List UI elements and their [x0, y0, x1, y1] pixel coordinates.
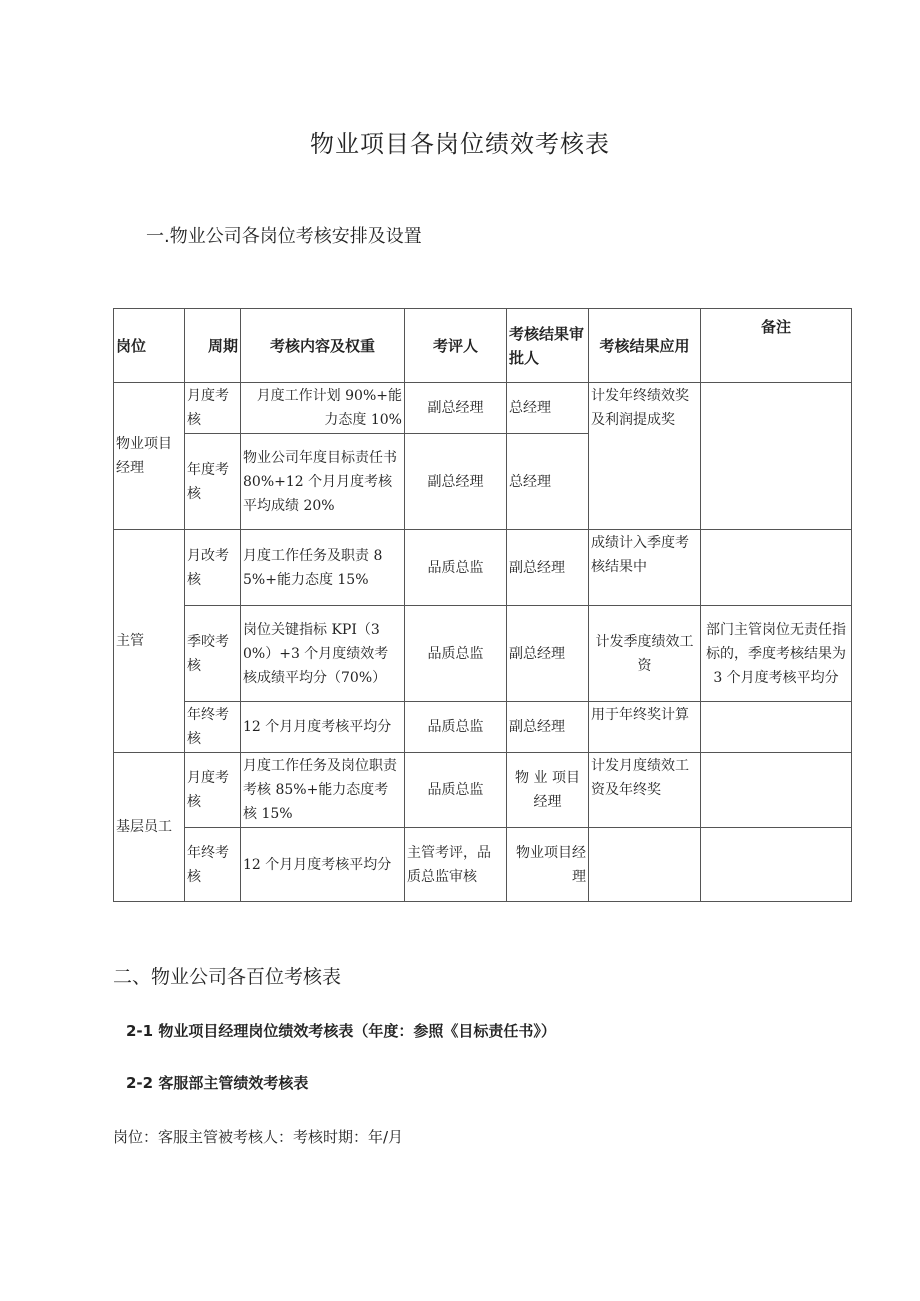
- table-cell: 月度考核: [185, 753, 241, 828]
- section-heading-2: 二、物业公司各百位考核表: [113, 966, 342, 988]
- header-cell: 考核结果审批人: [507, 309, 589, 383]
- table-cell: 副总经理: [507, 702, 589, 753]
- table-cell: 月度工作任务及岗位职责考核 85%+能力态度考核 15%: [241, 753, 405, 828]
- table-row: [114, 383, 852, 434]
- table-cell: [701, 828, 852, 902]
- table-cell: 成绩计入季度考核结果中: [589, 530, 701, 606]
- table-cell: [701, 702, 852, 753]
- table-cell: 基层员工: [114, 753, 185, 902]
- table-cell: 季咬考核: [185, 606, 241, 702]
- table-cell: 部门主管岗位无责任指标的，季度考核结果为 3 个月度考核平均分: [701, 606, 852, 702]
- table-cell: 计发季度绩效工资: [589, 606, 701, 702]
- table-cell: 品质总监: [405, 530, 507, 606]
- table-cell: 12 个月月度考核平均分: [241, 828, 405, 902]
- table-cell: 岗位关键指标 KPI（30%）+3 个月度绩效考核成绩平均分（70%）: [241, 606, 405, 702]
- table-cell: 副总经理: [405, 434, 507, 530]
- header-cell: 考核结果应用: [589, 309, 701, 383]
- table-cell: 物 业 项目经理: [507, 753, 589, 828]
- table-cell: 副总经理: [507, 606, 589, 702]
- table-cell: 计发年终绩效奖及利润提成奖: [589, 383, 701, 530]
- table-cell: 主管: [114, 530, 185, 753]
- table-row: [114, 530, 852, 606]
- page-title: 物业项目各岗位绩效考核表: [310, 130, 610, 158]
- table-cell: 月度工作计划 90%+能力态度 10%: [241, 383, 405, 434]
- table-cell: 年终考核: [185, 702, 241, 753]
- table-cell: 年度考核: [185, 434, 241, 530]
- subsection-heading-2-1: 2-1 物业项目经理岗位绩效考核表（年度：参照《目标责任书》）: [126, 1022, 556, 1040]
- header-cell: 岗位: [114, 309, 185, 383]
- table-cell: 年终考核: [185, 828, 241, 902]
- header-cell: 考核内容及权重: [241, 309, 405, 383]
- section-heading-1: 一.物业公司各岗位考核安排及设置: [146, 226, 422, 247]
- table-cell: 物业项目经理: [114, 383, 185, 530]
- table-cell: [589, 828, 701, 902]
- table-cell: [701, 530, 852, 606]
- subsection-heading-2-2: 2-2 客服部主管绩效考核表: [126, 1074, 309, 1092]
- assessment-table: [113, 308, 852, 902]
- table-row: [114, 828, 852, 902]
- table-row: [114, 702, 852, 753]
- table-cell: 主管考评，品质总监审核: [405, 828, 507, 902]
- table-cell: 月度工作任务及职责 85%+能力态度 15%: [241, 530, 405, 606]
- table-cell: 用于年终奖计算: [589, 702, 701, 753]
- table-header-row: [114, 309, 852, 383]
- table-cell: 副总经理: [405, 383, 507, 434]
- table-cell: 总经理: [507, 383, 589, 434]
- table-cell: 月改考核: [185, 530, 241, 606]
- table-cell: [701, 383, 852, 530]
- table-cell: 月度考核: [185, 383, 241, 434]
- table-cell: 品质总监: [405, 606, 507, 702]
- header-cell: 备注: [701, 309, 852, 383]
- table-cell: 品质总监: [405, 702, 507, 753]
- header-cell: 周期: [185, 309, 241, 383]
- assessment-table-container: [113, 308, 852, 902]
- table-cell: [701, 753, 852, 828]
- header-cell: 考评人: [405, 309, 507, 383]
- form-meta-line: 岗位：客服主管被考核人：考核时期：年/月: [113, 1128, 404, 1146]
- table-cell: 物业公司年度目标责任书 80%+12 个月月度考核平均成绩 20%: [241, 434, 405, 530]
- table-row: [114, 753, 852, 828]
- table-cell: 副总经理: [507, 530, 589, 606]
- table-cell: 总经理: [507, 434, 589, 530]
- table-cell: 12 个月月度考核平均分: [241, 702, 405, 753]
- table-cell: 物业项目经理: [507, 828, 589, 902]
- table-cell: 计发月度绩效工资及年终奖: [589, 753, 701, 828]
- table-row: [114, 606, 852, 702]
- table-cell: 品质总监: [405, 753, 507, 828]
